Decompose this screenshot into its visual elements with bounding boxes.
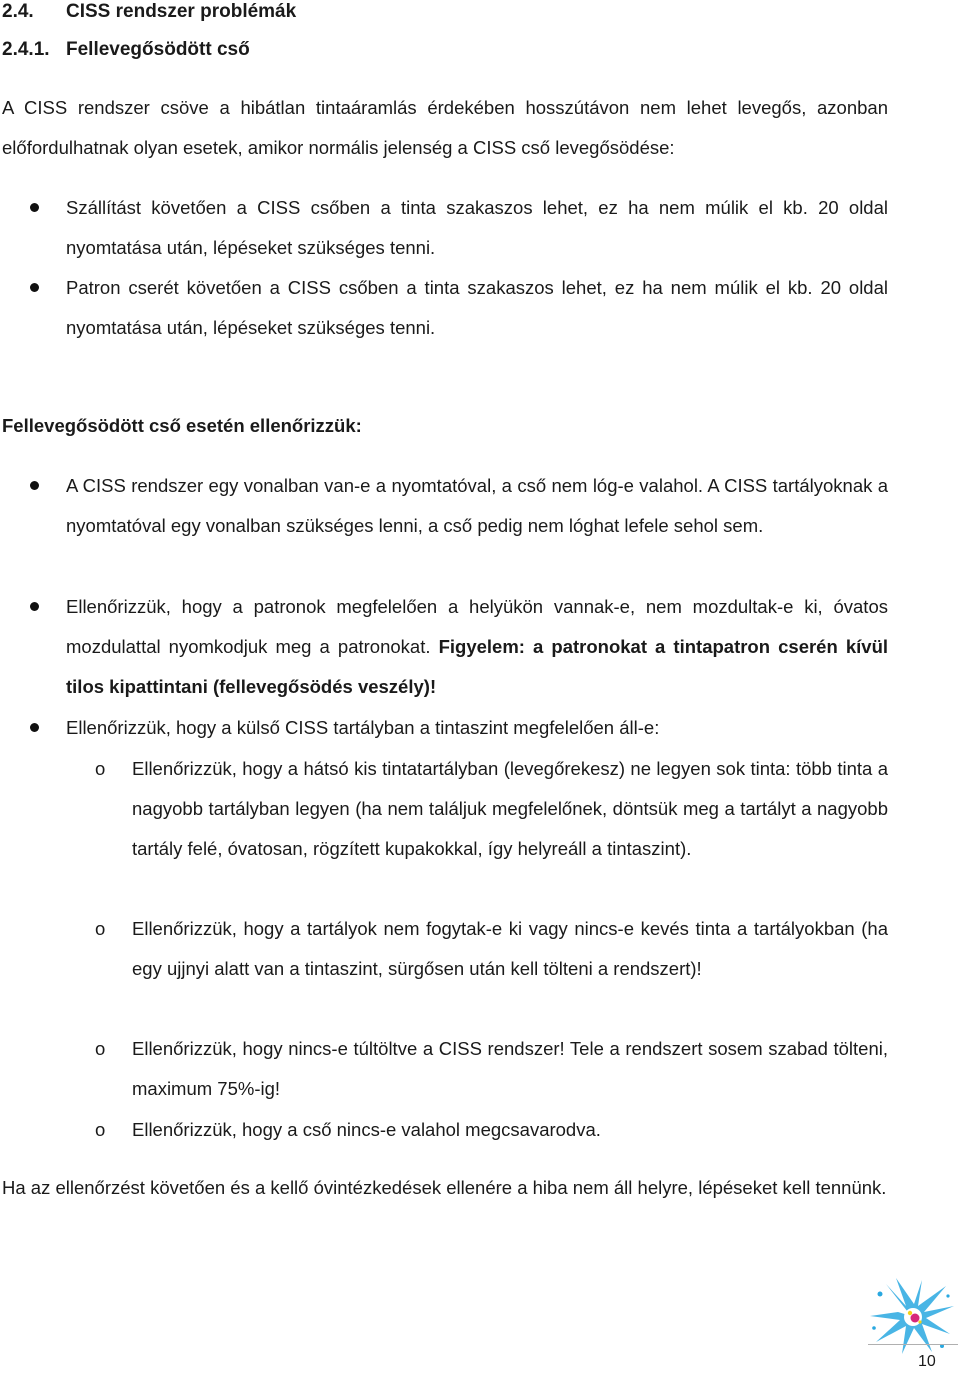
section-number: 2.4. (2, 1, 34, 22)
bullet-icon (30, 481, 39, 490)
warning-text: Figyelem: a patronokat a tintapatron cserén kívül tilos kipattintani (fellevegősödés veszély)! (66, 636, 889, 697)
check-item (66, 466, 888, 546)
sub-bullet-marker: o (95, 918, 106, 939)
sub-bullet-marker: o (95, 1038, 106, 1059)
bullet-icon (30, 723, 39, 732)
sub-check-item (95, 1110, 888, 1150)
section-title: CISS rendszer problémák (66, 1, 297, 22)
sub-bullet-marker: o (95, 758, 106, 779)
check-item (66, 587, 888, 707)
cause-item (66, 268, 888, 348)
sub-bullet-marker: o (95, 1119, 106, 1140)
sub-check-text: Ellenőrizzük, hogy nincs-e túltöltve a CISS rendszer! Tele a rendszert sosem szabad tölteni, maximum 75%-ig! (132, 1038, 888, 1099)
cause-item (66, 188, 888, 268)
check-item (66, 708, 888, 748)
intro-paragraph: A CISS rendszer csöve a hibátlan tintaáramlás érdekében hosszútávon nem lehet levegős, azonban előfordulhatnak olyan esetek, amikor normális jelenség a CISS cső levegősödése: (2, 97, 888, 158)
sub-check-text: Ellenőrizzük, hogy a tartályok nem fogytak-e ki vagy nincs-e kevés tinta a tartályokban (ha egy ujjnyi alatt van a tintaszint, sürgősen után kell tölteni a rendszert)! (132, 918, 888, 979)
subsection-heading (2, 38, 250, 62)
splash-core (904, 1308, 922, 1326)
sub-check-item (95, 909, 888, 989)
sub-check-item (95, 1029, 888, 1109)
sub-check-text: Ellenőrizzük, hogy a cső nincs-e valahol megcsavarodva. (132, 1119, 601, 1140)
closing-paragraph: Ha az ellenőrzést követően és a kellő óvintézkedések ellenére a hiba nem áll helyre, lépéseket kell tennünk. (2, 1177, 887, 1198)
bullet-icon (30, 203, 39, 212)
section-heading (2, 0, 296, 24)
page-number: 10 (918, 1353, 936, 1370)
bullet-icon (30, 602, 39, 611)
sub-check-item (95, 749, 888, 869)
subsection-number: 2.4.1. (2, 39, 50, 60)
cause-text: Patron cserét követően a CISS csőben a tinta szakaszos lehet, ez ha nem múlik el kb. 20 oldal nyomtatása után, lépéseket szükséges tenni. (66, 277, 888, 338)
check-text: Ellenőrizzük, hogy a patronok megfelelően a helyükön vannak-e, nem mozdultak-e ki, óvatos mozdulattal nyomkodjuk meg a patronokat. (66, 596, 888, 657)
footer-rule (868, 1344, 958, 1345)
cause-text: Szállítást követően a CISS csőben a tinta szakaszos lehet, ez ha nem múlik el kb. 20 oldal nyomtatása után, lépéseket szükséges tenni. (66, 197, 888, 258)
subsection-title: Fellevegősödött cső (66, 39, 250, 60)
sub-check-text: Ellenőrizzük, hogy a hátsó kis tintatartályban (levegőrekesz) ne legyen sok tinta: több tinta a nagyobb tartályban legyen (ha nem találjuk megfelelőnek, döntsük meg a tartályt a nagyobb tartály felé, óvatosan, rögzített kupakokkal, így helyreáll a tintaszint). (132, 758, 888, 859)
check-text: Ellenőrizzük, hogy a külső CISS tartályban a tintaszint megfelelően áll-e: (66, 717, 660, 738)
bullet-icon (30, 283, 39, 292)
check-text: A CISS rendszer egy vonalban van-e a nyomtatóval, a cső nem lóg-e valahol. A CISS tartályoknak a nyomtatóval egy vonalban szükséges lenni, a cső pedig nem lóghat lefele sehol sem. (66, 475, 888, 536)
check-heading: Fellevegősödött cső esetén ellenőrizzük: (2, 415, 362, 436)
